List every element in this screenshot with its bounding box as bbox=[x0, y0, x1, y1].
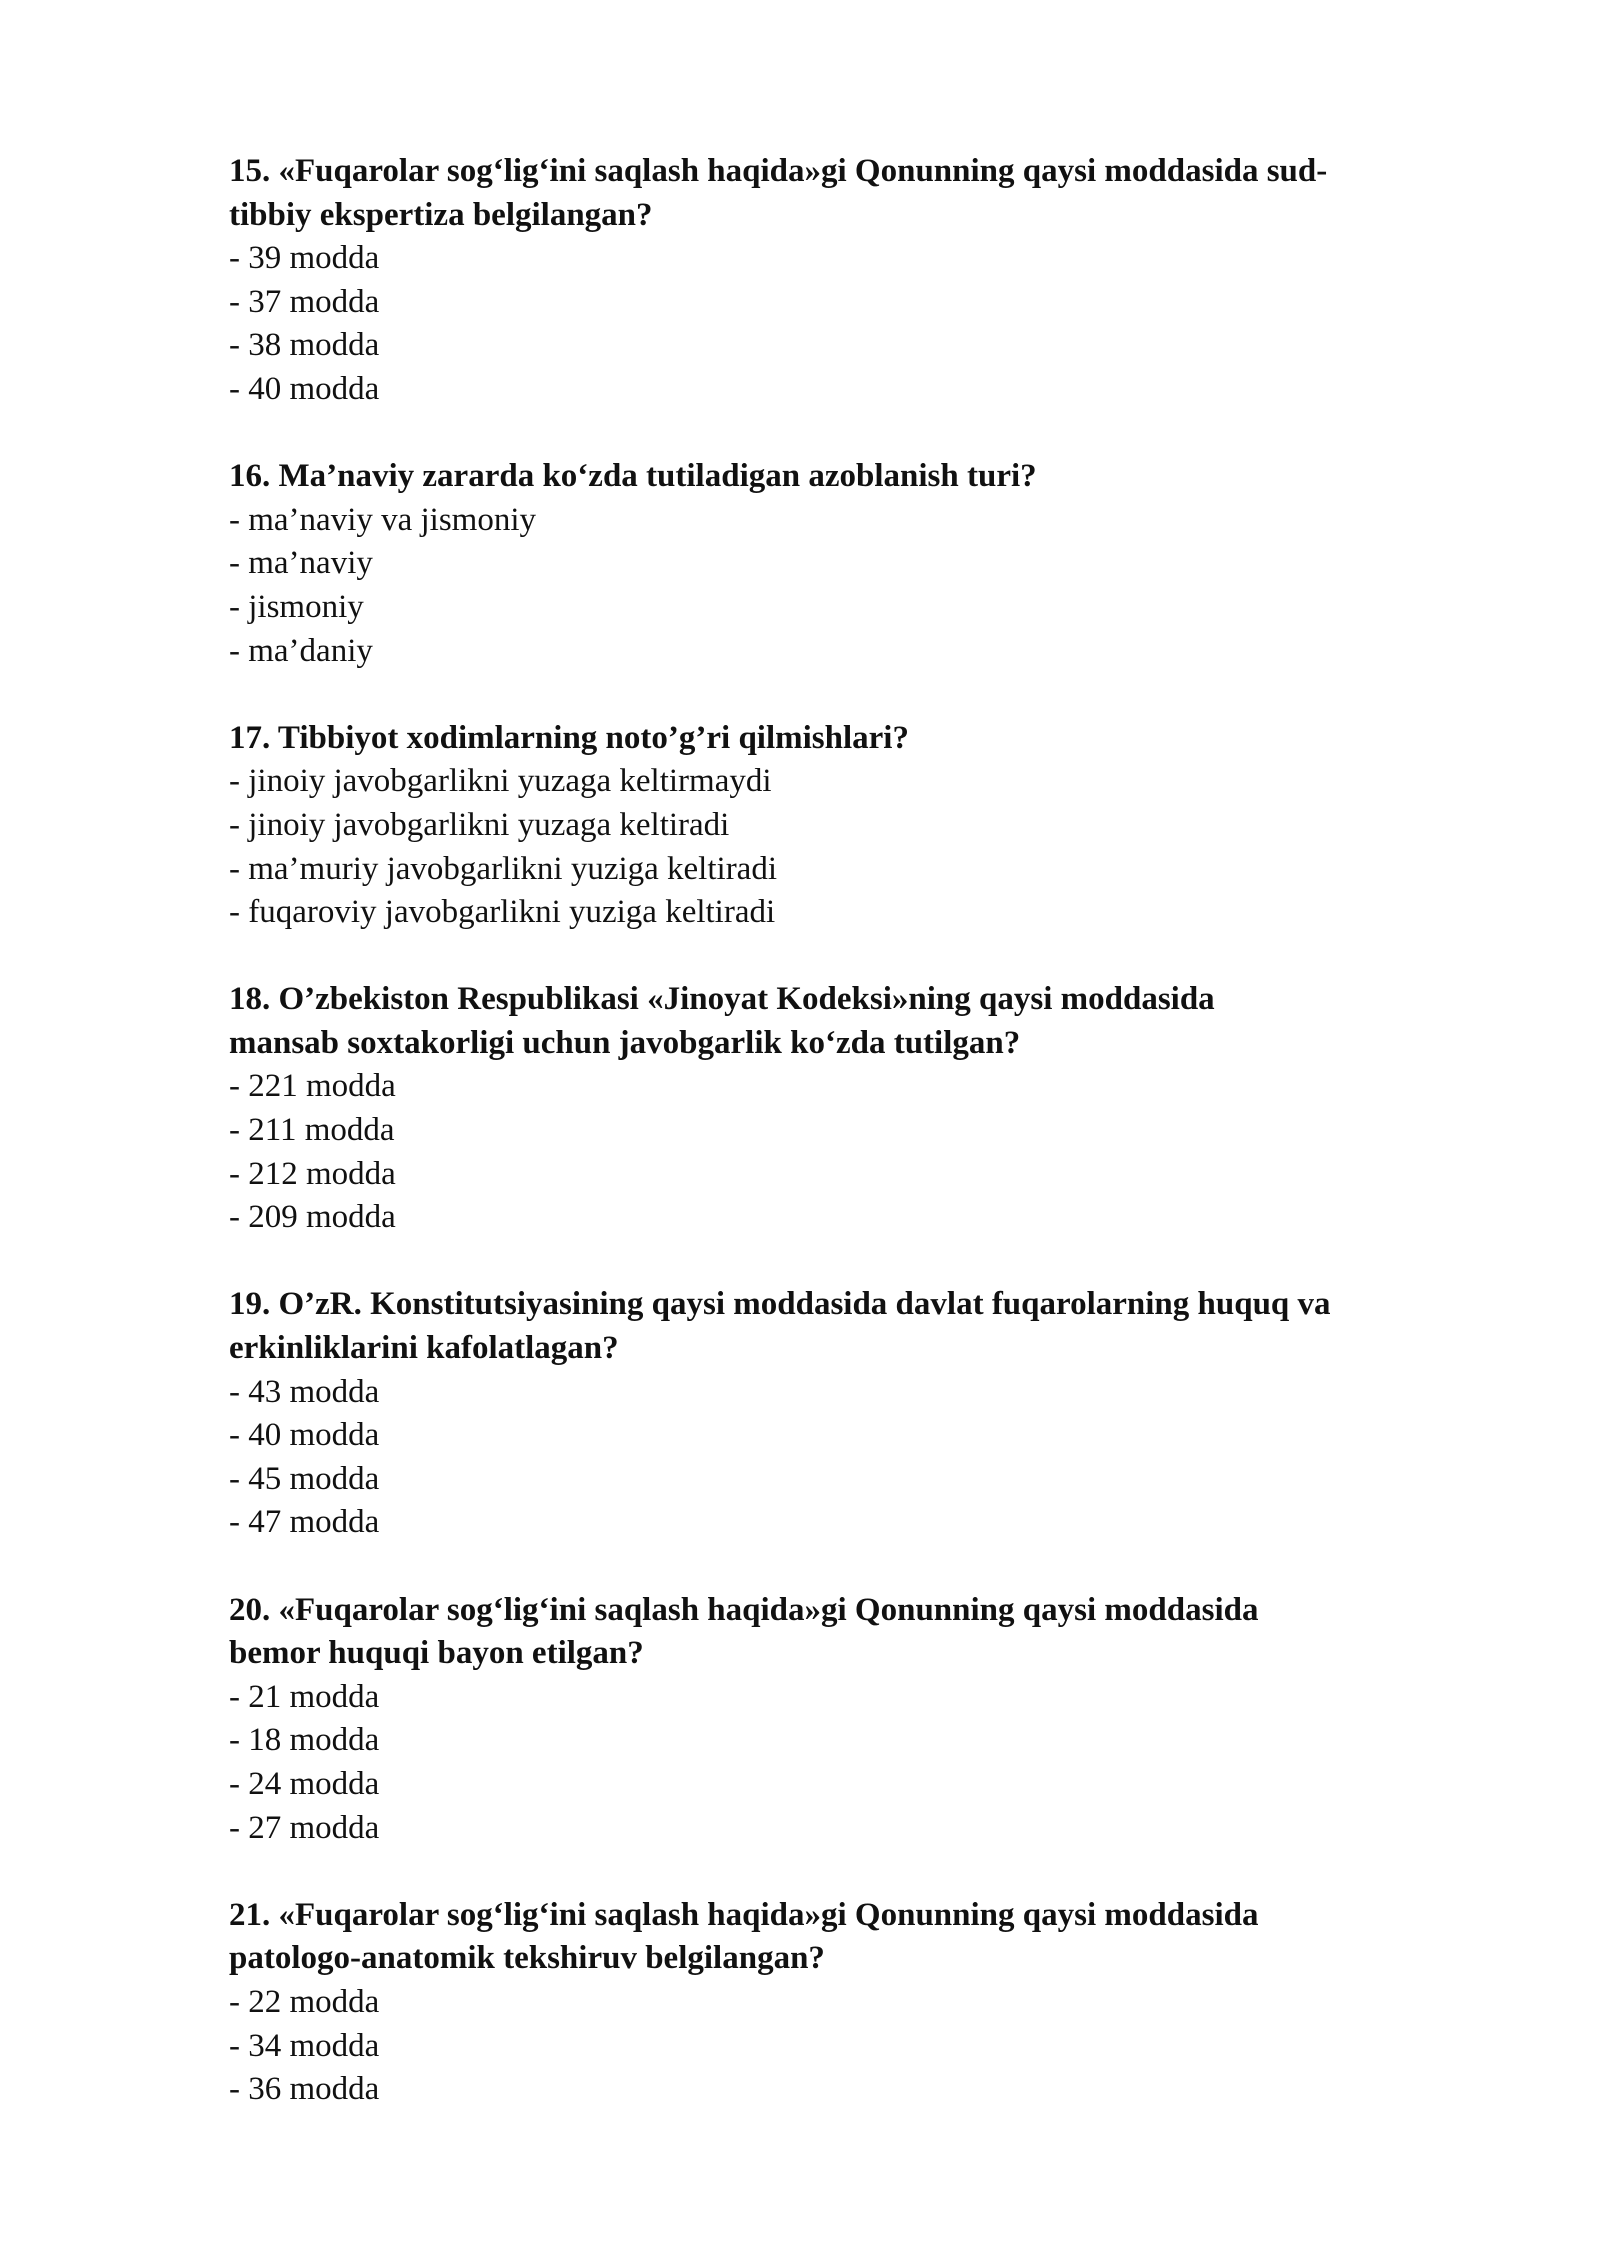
answer-option: - 18 modda bbox=[229, 1722, 380, 1759]
answer-option: - fuqaroviy javobgarlikni yuziga keltiradi bbox=[229, 894, 776, 931]
question-18 bbox=[229, 978, 1529, 1240]
answer-option: - ma’naviy va jismoniy bbox=[229, 501, 537, 538]
answer-option: - 27 modda bbox=[229, 1809, 380, 1846]
answer-option: - 221 modda bbox=[229, 1068, 396, 1105]
answer-option: - jinoiy javobgarlikni yuzaga keltiradi bbox=[229, 806, 730, 843]
answer-option: - 47 modda bbox=[229, 1504, 380, 1541]
question-20 bbox=[229, 1589, 1529, 1851]
answer-option: - 40 modda bbox=[229, 1417, 380, 1454]
answer-option: - 43 modda bbox=[229, 1373, 380, 1410]
answer-option: - 24 modda bbox=[229, 1765, 380, 1802]
answer-option: - 40 modda bbox=[229, 370, 380, 407]
question-text: 16. Ma’naviy zararda ko‘zda tutiladigan azoblanish turi? bbox=[229, 458, 1037, 495]
answer-option: - 22 modda bbox=[229, 1983, 380, 2020]
answer-option: - ma’daniy bbox=[229, 632, 373, 669]
question-15 bbox=[229, 150, 1529, 412]
question-16 bbox=[229, 455, 1529, 673]
answer-option: - 212 modda bbox=[229, 1155, 396, 1192]
answer-option: - 211 modda bbox=[229, 1112, 395, 1149]
answer-option: - jinoiy javobgarlikni yuzaga keltirmaydi bbox=[229, 763, 772, 800]
question-19 bbox=[229, 1283, 1529, 1545]
answer-option: - 45 modda bbox=[229, 1460, 380, 1497]
question-text: 21. «Fuqarolar sog‘lig‘ini saqlash haqida»gi Qonunning qaysi moddasida patologo-anatomik tekshiruv belgilangan? bbox=[229, 1896, 1259, 1977]
question-21 bbox=[229, 1894, 1529, 2112]
question-text: 20. «Fuqarolar sog‘lig‘ini saqlash haqida»gi Qonunning qaysi moddasida bemor huquqi bayon etilgan? bbox=[229, 1591, 1259, 1672]
answer-option: - 209 modda bbox=[229, 1199, 396, 1236]
answer-option: - 38 modda bbox=[229, 327, 380, 364]
answer-option: - 21 modda bbox=[229, 1678, 380, 1715]
answer-option: - ma’naviy bbox=[229, 545, 373, 582]
question-17 bbox=[229, 717, 1529, 935]
document-page bbox=[229, 150, 1529, 2155]
question-text: 19. O’zR. Konstitutsiyasining qaysi moddasida davlat fuqarolarning huquq va erkinliklarini kafolatlagan? bbox=[229, 1286, 1331, 1367]
question-text: 15. «Fuqarolar sog‘lig‘ini saqlash haqida»gi Qonunning qaysi moddasida sud- tibbiy ekspertiza belgilangan? bbox=[229, 153, 1328, 233]
answer-option: - 36 modda bbox=[229, 2071, 380, 2108]
question-text: 17. Tibbiyot xodimlarning noto’g’ri qilmishlari? bbox=[229, 719, 909, 756]
answer-option: - jismoniy bbox=[229, 588, 364, 625]
answer-option: - 34 modda bbox=[229, 2027, 380, 2064]
question-text: 18. O’zbekiston Respublikasi «Jinoyat Kodeksi»ning qaysi moddasida mansab soxtakorligi uchun javobgarlik ko‘zda tutilgan? bbox=[229, 981, 1215, 1061]
answer-option: - 39 modda bbox=[229, 240, 380, 277]
answer-option: - 37 modda bbox=[229, 283, 380, 320]
answer-option: - ma’muriy javobgarlikni yuziga keltiradi bbox=[229, 850, 777, 887]
